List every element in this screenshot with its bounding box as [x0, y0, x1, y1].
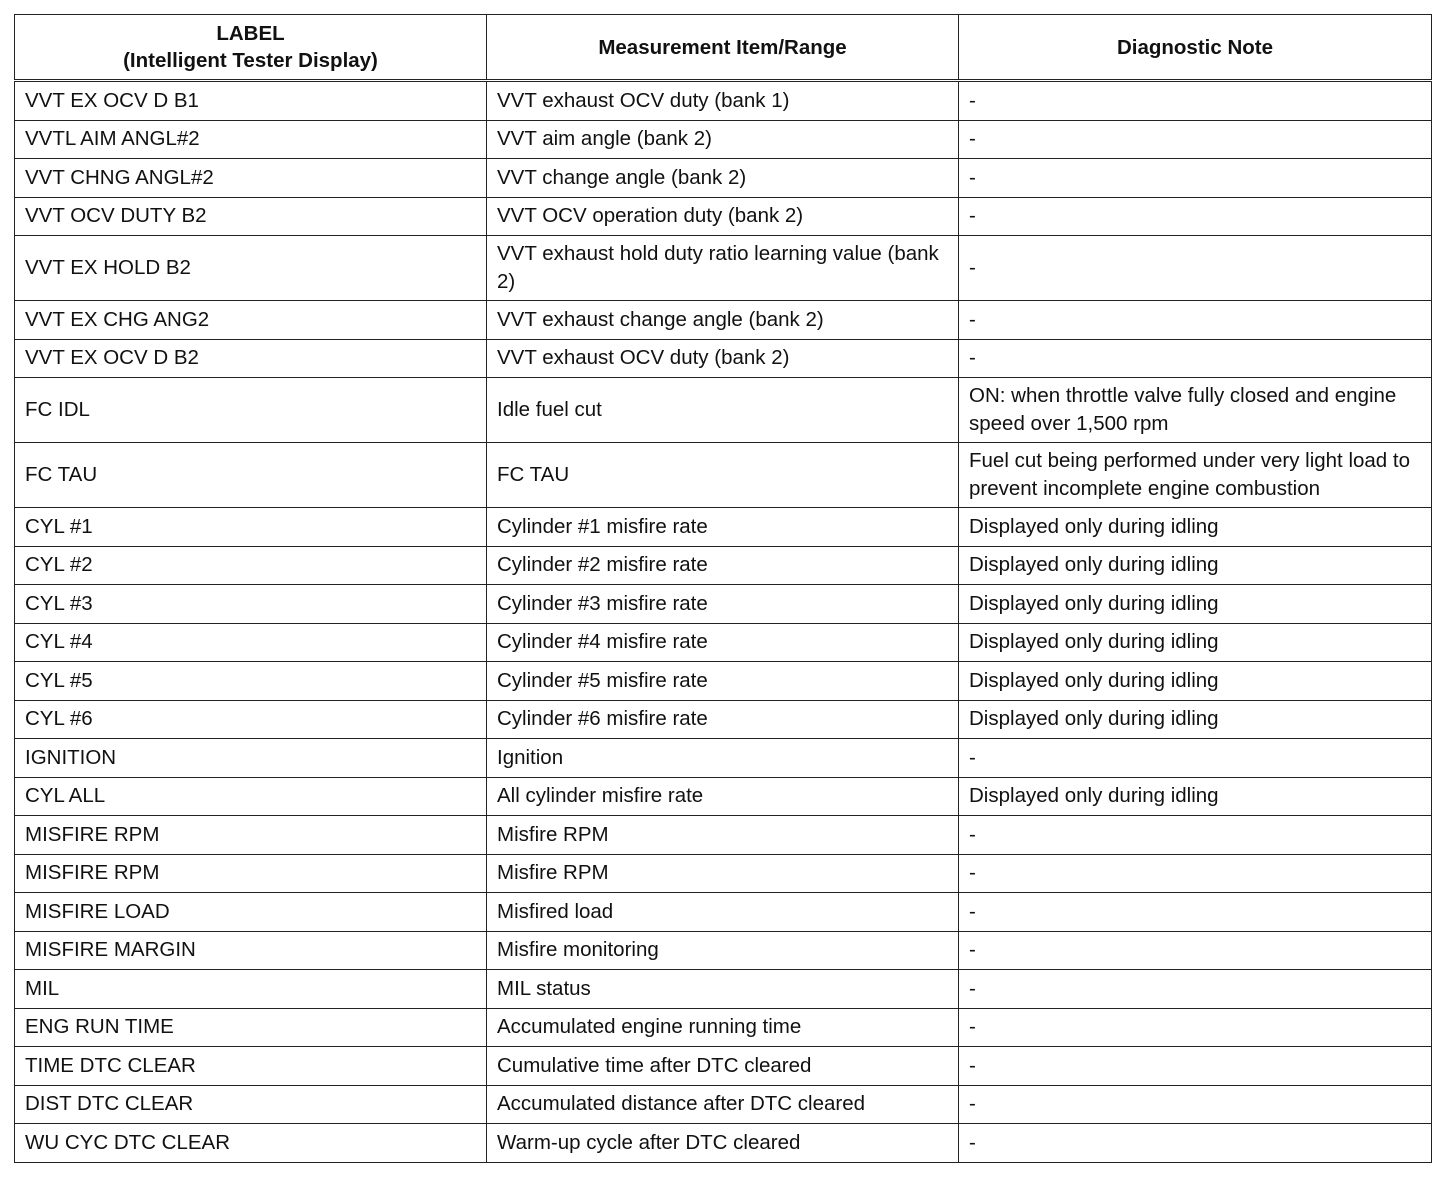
cell-label: CYL #5: [15, 662, 487, 701]
table-row: [15, 777, 1432, 816]
table-row: [15, 585, 1432, 624]
cell-label: VVT EX OCV D B2: [15, 339, 487, 378]
table-row: [15, 301, 1432, 340]
cell-measurement: All cylinder misfire rate: [487, 777, 959, 816]
table-row: [15, 236, 1432, 301]
cell-measurement: Cylinder #4 misfire rate: [487, 623, 959, 662]
cell-measurement: Misfire RPM: [487, 816, 959, 855]
table-row: [15, 508, 1432, 547]
header-label: [15, 15, 487, 81]
cell-measurement: Cumulative time after DTC cleared: [487, 1047, 959, 1086]
table-row: [15, 970, 1432, 1009]
cell-note: Displayed only during idling: [959, 662, 1432, 701]
cell-note: -: [959, 1047, 1432, 1086]
cell-measurement: Cylinder #3 misfire rate: [487, 585, 959, 624]
cell-note: -: [959, 236, 1432, 301]
header-measurement: Measurement Item/Range: [487, 15, 959, 81]
cell-measurement: Cylinder #6 misfire rate: [487, 700, 959, 739]
cell-note: -: [959, 970, 1432, 1009]
cell-note: -: [959, 120, 1432, 159]
cell-measurement: MIL status: [487, 970, 959, 1009]
table-row: [15, 816, 1432, 855]
cell-label: CYL #6: [15, 700, 487, 739]
cell-label: VVT EX CHG ANG2: [15, 301, 487, 340]
cell-label: ENG RUN TIME: [15, 1008, 487, 1047]
header-note: Diagnostic Note: [959, 15, 1432, 81]
cell-label: FC IDL: [15, 378, 487, 443]
cell-label: MISFIRE RPM: [15, 854, 487, 893]
table-row: [15, 739, 1432, 778]
cell-note: -: [959, 1124, 1432, 1163]
cell-measurement: VVT exhaust change angle (bank 2): [487, 301, 959, 340]
table-row: [15, 197, 1432, 236]
cell-label: CYL #2: [15, 546, 487, 585]
table-row: [15, 662, 1432, 701]
cell-label: VVTL AIM ANGL#2: [15, 120, 487, 159]
cell-label: VVT OCV DUTY B2: [15, 197, 487, 236]
cell-measurement: Cylinder #1 misfire rate: [487, 508, 959, 547]
cell-measurement: Idle fuel cut: [487, 378, 959, 443]
cell-measurement: VVT exhaust hold duty ratio learning value (bank 2): [487, 236, 959, 301]
cell-measurement: Cylinder #5 misfire rate: [487, 662, 959, 701]
cell-note: -: [959, 197, 1432, 236]
table-row: [15, 1008, 1432, 1047]
cell-label: CYL #4: [15, 623, 487, 662]
cell-measurement: Misfire monitoring: [487, 931, 959, 970]
table-row: [15, 120, 1432, 159]
cell-label: DIST DTC CLEAR: [15, 1085, 487, 1124]
cell-label: MISFIRE LOAD: [15, 893, 487, 932]
table-row: [15, 893, 1432, 932]
cell-measurement: VVT exhaust OCV duty (bank 1): [487, 81, 959, 121]
cell-measurement: Cylinder #2 misfire rate: [487, 546, 959, 585]
cell-measurement: Ignition: [487, 739, 959, 778]
cell-measurement: VVT OCV operation duty (bank 2): [487, 197, 959, 236]
header-label-line2: (Intelligent Tester Display): [123, 49, 378, 72]
cell-note: Fuel cut being performed under very light load to prevent incomplete engine combustion: [959, 443, 1432, 508]
cell-label: VVT CHNG ANGL#2: [15, 159, 487, 198]
header-label-line1: LABEL: [216, 22, 285, 45]
cell-measurement: VVT change angle (bank 2): [487, 159, 959, 198]
table-row: [15, 1047, 1432, 1086]
table-row: [15, 443, 1432, 508]
cell-measurement: FC TAU: [487, 443, 959, 508]
cell-note: Displayed only during idling: [959, 777, 1432, 816]
header-row: [15, 15, 1432, 81]
table-row: [15, 546, 1432, 585]
cell-measurement: Misfired load: [487, 893, 959, 932]
cell-label: CYL #3: [15, 585, 487, 624]
table-row: [15, 378, 1432, 443]
cell-label: VVT EX HOLD B2: [15, 236, 487, 301]
cell-label: TIME DTC CLEAR: [15, 1047, 487, 1086]
cell-note: Displayed only during idling: [959, 546, 1432, 585]
cell-note: -: [959, 339, 1432, 378]
cell-note: -: [959, 816, 1432, 855]
cell-note: ON: when throttle valve fully closed and engine speed over 1,500 rpm: [959, 378, 1432, 443]
cell-label: IGNITION: [15, 739, 487, 778]
table-row: [15, 81, 1432, 121]
table-row: [15, 700, 1432, 739]
table-body: [15, 81, 1432, 1163]
cell-measurement: Warm-up cycle after DTC cleared: [487, 1124, 959, 1163]
table-row: [15, 854, 1432, 893]
cell-note: -: [959, 301, 1432, 340]
cell-note: Displayed only during idling: [959, 623, 1432, 662]
table-row: [15, 159, 1432, 198]
cell-measurement: Accumulated engine running time: [487, 1008, 959, 1047]
table-row: [15, 931, 1432, 970]
cell-measurement: Accumulated distance after DTC cleared: [487, 1085, 959, 1124]
cell-note: -: [959, 893, 1432, 932]
cell-note: Displayed only during idling: [959, 700, 1432, 739]
cell-label: VVT EX OCV D B1: [15, 81, 487, 121]
cell-label: FC TAU: [15, 443, 487, 508]
table-header: [15, 15, 1432, 81]
cell-note: Displayed only during idling: [959, 508, 1432, 547]
cell-label: MISFIRE RPM: [15, 816, 487, 855]
cell-note: -: [959, 1085, 1432, 1124]
cell-label: CYL #1: [15, 508, 487, 547]
cell-note: -: [959, 739, 1432, 778]
table-row: [15, 623, 1432, 662]
cell-note: -: [959, 1008, 1432, 1047]
cell-note: -: [959, 81, 1432, 121]
cell-note: Displayed only during idling: [959, 585, 1432, 624]
cell-measurement: VVT aim angle (bank 2): [487, 120, 959, 159]
cell-note: -: [959, 931, 1432, 970]
cell-label: CYL ALL: [15, 777, 487, 816]
table-row: [15, 1124, 1432, 1163]
cell-measurement: Misfire RPM: [487, 854, 959, 893]
cell-measurement: VVT exhaust OCV duty (bank 2): [487, 339, 959, 378]
document-sheet: [14, 14, 1431, 1163]
cell-note: -: [959, 854, 1432, 893]
cell-label: MISFIRE MARGIN: [15, 931, 487, 970]
data-list-table: [14, 14, 1432, 1163]
table-row: [15, 1085, 1432, 1124]
cell-label: MIL: [15, 970, 487, 1009]
cell-note: -: [959, 159, 1432, 198]
cell-label: WU CYC DTC CLEAR: [15, 1124, 487, 1163]
table-row: [15, 339, 1432, 378]
